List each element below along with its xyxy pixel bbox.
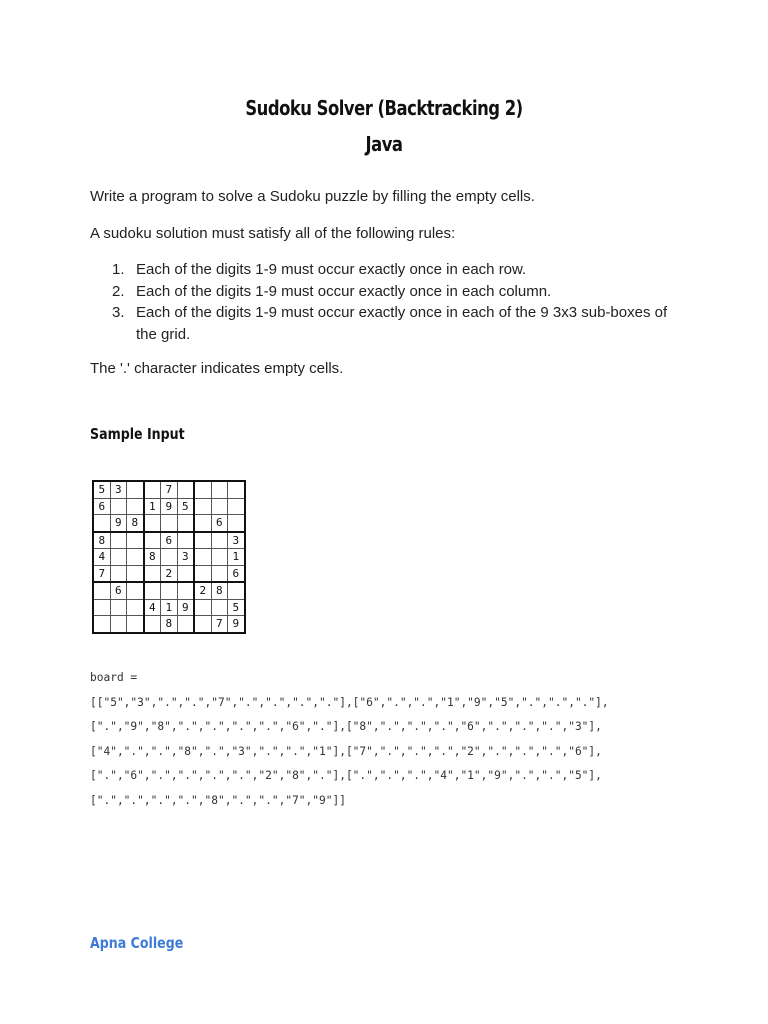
sudoku-cell (228, 515, 245, 532)
sudoku-cell: 1 (161, 599, 178, 616)
sudoku-cell (144, 515, 161, 532)
board-code: [["5","3",".",".","7",".",".",".","."],["6",".",".","1","9","5",".",".","."],[".","9","8",".",".",".",".","6","."],["8",".",".",".","6",".",".",".","3"],["4",".",".","8",".","3",".",".","1"],["7",".",".",".","2",".",".",".","6"],[".","6",".",".",".",".","2","8","."],[".",".",".","4","1","9",".",".","5"],[".",".",".",".","8",".",".","7","9"]] (90, 695, 609, 807)
sudoku-cell: 1 (144, 498, 161, 515)
sudoku-cell (110, 616, 127, 633)
sudoku-cell (194, 565, 211, 582)
sudoku-cell (211, 549, 228, 566)
rule-item (90, 302, 680, 345)
sudoku-cell (194, 532, 211, 549)
sudoku-cell (127, 481, 144, 498)
sudoku-cell: 7 (93, 565, 110, 582)
sudoku-cell: 6 (211, 515, 228, 532)
sudoku-cell: 4 (93, 549, 110, 566)
sudoku-cell (161, 549, 178, 566)
sudoku-cell (211, 565, 228, 582)
sudoku-row (93, 549, 245, 566)
sudoku-cell (228, 498, 245, 515)
sudoku-cell (144, 616, 161, 633)
sudoku-cell (211, 532, 228, 549)
sudoku-cell (127, 498, 144, 515)
sudoku-cell: 3 (110, 481, 127, 498)
sudoku-cell (127, 599, 144, 616)
sudoku-cell (228, 481, 245, 498)
sudoku-cell: 9 (228, 616, 245, 633)
sudoku-cell: 5 (177, 498, 194, 515)
sudoku-cell (93, 582, 110, 599)
sudoku-cell (93, 515, 110, 532)
sudoku-cell: 3 (228, 532, 245, 549)
sudoku-cell (194, 481, 211, 498)
sudoku-grid-image (92, 480, 246, 634)
sudoku-cell (194, 599, 211, 616)
sudoku-cell: 9 (161, 498, 178, 515)
sudoku-cell (194, 549, 211, 566)
sudoku-cell: 6 (228, 565, 245, 582)
sudoku-row (93, 565, 245, 582)
rules-intro-text: A sudoku solution must satisfy all of the following rules: (90, 225, 456, 242)
sudoku-cell (127, 616, 144, 633)
sudoku-cell (93, 616, 110, 633)
sudoku-cell (194, 515, 211, 532)
sudoku-cell (127, 549, 144, 566)
sudoku-cell (211, 481, 228, 498)
sudoku-cell: 8 (144, 549, 161, 566)
empty-cell-note: The '.' character indicates empty cells. (90, 360, 344, 377)
sudoku-cell (194, 498, 211, 515)
sudoku-cell (211, 599, 228, 616)
sudoku-cell: 2 (161, 565, 178, 582)
sudoku-cell (177, 616, 194, 633)
sudoku-cell: 4 (144, 599, 161, 616)
sudoku-cell (110, 549, 127, 566)
rules-list (90, 259, 680, 345)
rule-number: 2. (112, 282, 125, 300)
sudoku-cell: 5 (228, 599, 245, 616)
sudoku-cell (161, 582, 178, 599)
sudoku-row (93, 498, 245, 515)
brand-footer: Apna College (90, 934, 184, 952)
sudoku-cell (127, 532, 144, 549)
sudoku-cell (177, 481, 194, 498)
sudoku-cell (161, 515, 178, 532)
rule-text: Each of the digits 1-9 must occur exactly once in each row. (136, 261, 527, 278)
board-label: board = (90, 671, 138, 684)
sudoku-cell: 8 (93, 532, 110, 549)
sudoku-cell (127, 582, 144, 599)
sudoku-cell (177, 582, 194, 599)
sudoku-cell (144, 481, 161, 498)
sudoku-cell: 2 (194, 582, 211, 599)
sudoku-row (93, 582, 245, 599)
sudoku-cell: 7 (211, 616, 228, 633)
sudoku-grid (92, 480, 246, 634)
sudoku-cell: 8 (211, 582, 228, 599)
sudoku-cell (177, 532, 194, 549)
sudoku-cell (127, 565, 144, 582)
sudoku-cell (177, 565, 194, 582)
rule-text: Each of the digits 1-9 must occur exactly once in each of the 9 3x3 sub-boxes of the grid. (136, 304, 668, 343)
sudoku-row (93, 515, 245, 532)
sudoku-cell: 6 (161, 532, 178, 549)
rule-number: 1. (112, 261, 125, 278)
sudoku-row (93, 532, 245, 549)
sudoku-cell: 9 (177, 599, 194, 616)
sudoku-row (93, 616, 245, 633)
page-title: Sudoku Solver (Backtracking 2) (245, 96, 523, 120)
language-subtitle: Java (365, 132, 403, 156)
sudoku-cell (110, 599, 127, 616)
sudoku-row (93, 481, 245, 498)
sudoku-cell (110, 498, 127, 515)
sudoku-cell (110, 532, 127, 549)
sudoku-cell (211, 498, 228, 515)
rule-item (90, 281, 680, 303)
sudoku-cell (144, 532, 161, 549)
intro-text: Write a program to solve a Sudoku puzzle by filling the empty cells. (90, 188, 535, 205)
sample-input-heading: Sample Input (90, 425, 185, 443)
sudoku-cell: 6 (110, 582, 127, 599)
rule-text: Each of the digits 1-9 must occur exactly once in each column. (136, 282, 552, 300)
sudoku-cell: 5 (93, 481, 110, 498)
sudoku-cell: 6 (93, 498, 110, 515)
rule-item (90, 259, 680, 281)
rule-number: 3. (112, 304, 125, 321)
sudoku-row (93, 599, 245, 616)
sudoku-cell (177, 515, 194, 532)
sudoku-cell (228, 582, 245, 599)
board-code-block (90, 666, 680, 813)
sudoku-cell (110, 565, 127, 582)
sudoku-cell: 3 (177, 549, 194, 566)
sudoku-cell (144, 565, 161, 582)
sudoku-cell (194, 616, 211, 633)
sudoku-cell (93, 599, 110, 616)
sudoku-cell: 9 (110, 515, 127, 532)
sudoku-cell: 1 (228, 549, 245, 566)
sudoku-cell: 8 (161, 616, 178, 633)
sudoku-cell (144, 582, 161, 599)
sudoku-cell: 8 (127, 515, 144, 532)
sudoku-cell: 7 (161, 481, 178, 498)
